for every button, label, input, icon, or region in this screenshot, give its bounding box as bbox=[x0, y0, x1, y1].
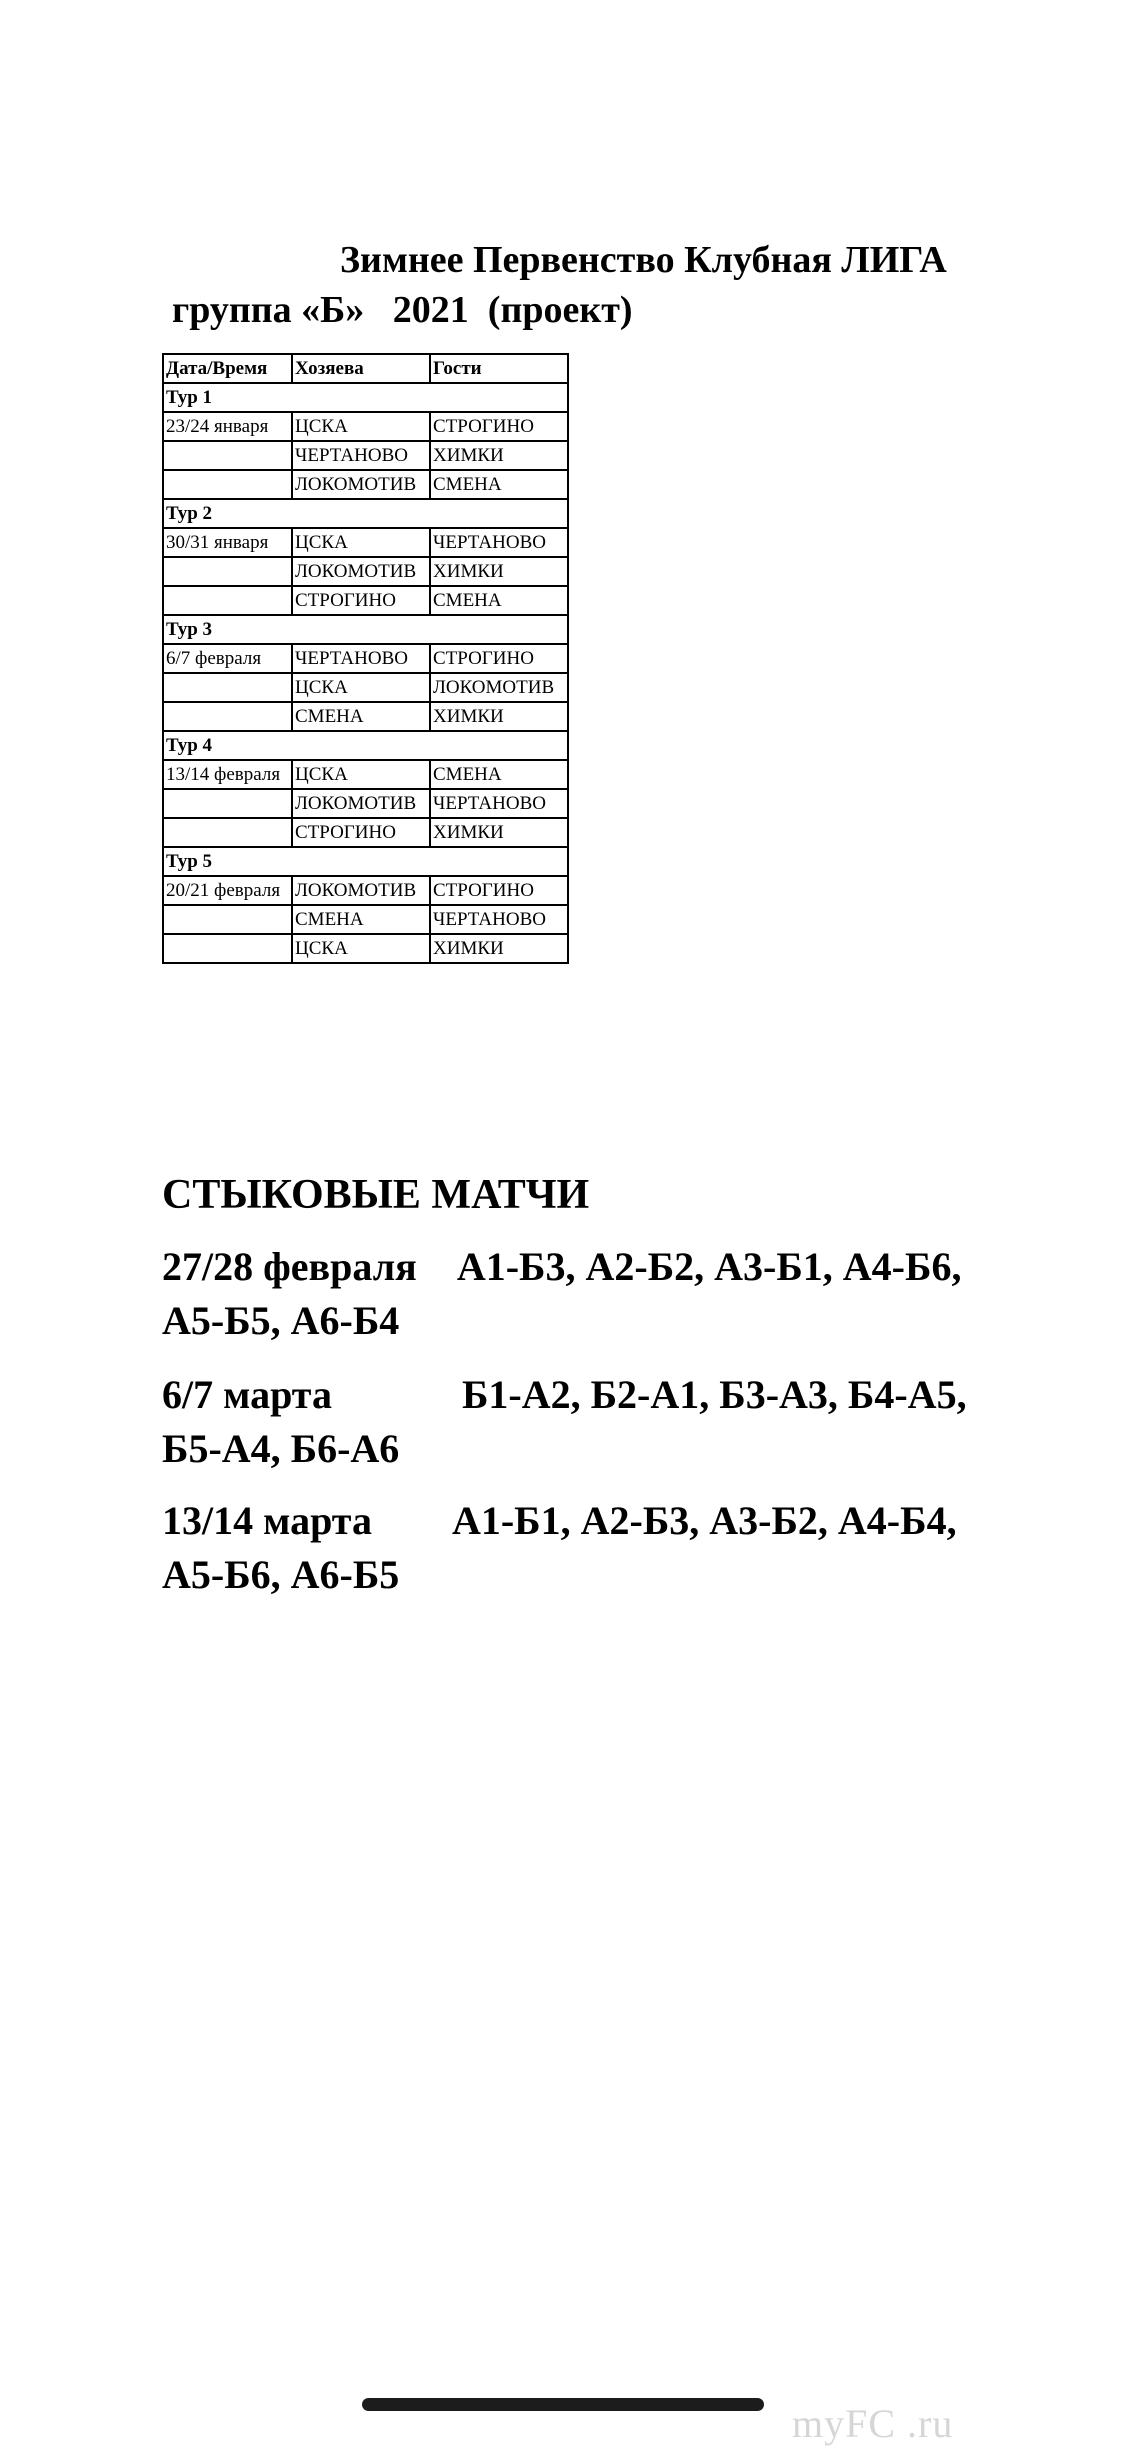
away-team: ЧЕРТАНОВО bbox=[430, 905, 568, 934]
away-team: СТРОГИНО bbox=[430, 644, 568, 673]
playoff-item bbox=[162, 1368, 1022, 1476]
away-team: ЧЕРТАНОВО bbox=[430, 528, 568, 557]
round-row bbox=[163, 499, 568, 528]
match-date: 13/14 февраля bbox=[163, 760, 292, 789]
away-team: ХИМКИ bbox=[430, 934, 568, 963]
match-date bbox=[163, 673, 292, 702]
home-team: ЛОКОМОТИВ bbox=[292, 470, 430, 499]
home-team: СТРОГИНО bbox=[292, 586, 430, 615]
home-team: ЛОКОМОТИВ bbox=[292, 557, 430, 586]
match-row bbox=[163, 760, 568, 789]
match-row bbox=[163, 702, 568, 731]
match-date bbox=[163, 470, 292, 499]
playoff-pairs: Б1-А2, Б2-А1, Б3-А3, Б4-А5, Б5-А4, Б6-А6 bbox=[162, 1372, 967, 1471]
home-team: СТРОГИНО bbox=[292, 818, 430, 847]
match-date: 6/7 февраля bbox=[163, 644, 292, 673]
playoff-pairs: А1-Б1, А2-Б3, А3-Б2, А4-Б4, А5-Б6, А6-Б5 bbox=[162, 1498, 957, 1597]
match-date bbox=[163, 789, 292, 818]
home-team: ЦСКА bbox=[292, 934, 430, 963]
schedule-table-body bbox=[163, 354, 568, 963]
away-team: СТРОГИНО bbox=[430, 876, 568, 905]
home-team: ЦСКА bbox=[292, 760, 430, 789]
match-date: 23/24 января bbox=[163, 412, 292, 441]
round-label: Тур 1 bbox=[163, 383, 568, 412]
home-team: ЦСКА bbox=[292, 673, 430, 702]
round-label: Тур 4 bbox=[163, 731, 568, 760]
match-date bbox=[163, 905, 292, 934]
away-team: СМЕНА bbox=[430, 760, 568, 789]
document-title-line-2: группа «Б» 2021 (проект) bbox=[172, 289, 633, 331]
column-header-home: Хозяева bbox=[292, 354, 430, 383]
home-indicator-bar[interactable] bbox=[362, 2398, 764, 2411]
match-date bbox=[163, 934, 292, 963]
home-team: СМЕНА bbox=[292, 702, 430, 731]
playoff-date: 6/7 марта bbox=[162, 1372, 462, 1417]
match-row bbox=[163, 876, 568, 905]
home-team: ЧЕРТАНОВО bbox=[292, 644, 430, 673]
match-date bbox=[163, 557, 292, 586]
round-label: Тур 2 bbox=[163, 499, 568, 528]
match-row bbox=[163, 644, 568, 673]
away-team: ХИМКИ bbox=[430, 441, 568, 470]
round-row bbox=[163, 383, 568, 412]
match-date: 30/31 января bbox=[163, 528, 292, 557]
match-date bbox=[163, 702, 292, 731]
table-header-row bbox=[163, 354, 568, 383]
round-label: Тур 3 bbox=[163, 615, 568, 644]
home-team: ЦСКА bbox=[292, 412, 430, 441]
away-team: ХИМКИ bbox=[430, 557, 568, 586]
home-team: СМЕНА bbox=[292, 905, 430, 934]
match-row bbox=[163, 470, 568, 499]
match-date bbox=[163, 586, 292, 615]
playoff-date: 27/28 февраля bbox=[162, 1244, 457, 1289]
playoff-date: 13/14 марта bbox=[162, 1498, 452, 1543]
away-team: СТРОГИНО bbox=[430, 412, 568, 441]
away-team: СМЕНА bbox=[430, 586, 568, 615]
home-team: ЛОКОМОТИВ bbox=[292, 876, 430, 905]
away-team: ЧЕРТАНОВО bbox=[430, 789, 568, 818]
match-row bbox=[163, 557, 568, 586]
match-row bbox=[163, 586, 568, 615]
round-label: Тур 5 bbox=[163, 847, 568, 876]
match-date: 20/21 февраля bbox=[163, 876, 292, 905]
playoff-item bbox=[162, 1240, 1022, 1348]
match-row bbox=[163, 789, 568, 818]
round-row bbox=[163, 615, 568, 644]
match-row bbox=[163, 818, 568, 847]
match-row bbox=[163, 441, 568, 470]
match-row bbox=[163, 528, 568, 557]
match-date bbox=[163, 818, 292, 847]
home-team: ЦСКА bbox=[292, 528, 430, 557]
schedule-table bbox=[162, 353, 569, 964]
playoff-matches-title: СТЫКОВЫЕ МАТЧИ bbox=[162, 1172, 590, 1218]
match-row bbox=[163, 934, 568, 963]
site-watermark: myFC .ru bbox=[792, 2401, 954, 2446]
match-row bbox=[163, 905, 568, 934]
away-team: ЛОКОМОТИВ bbox=[430, 673, 568, 702]
column-header-date: Дата/Время bbox=[163, 354, 292, 383]
playoff-pairs: А1-Б3, А2-Б2, А3-Б1, А4-Б6, А5-Б5, А6-Б4 bbox=[162, 1244, 962, 1343]
away-team: СМЕНА bbox=[430, 470, 568, 499]
playoff-item bbox=[162, 1494, 1022, 1602]
round-row bbox=[163, 731, 568, 760]
match-row bbox=[163, 412, 568, 441]
home-team: ЛОКОМОТИВ bbox=[292, 789, 430, 818]
away-team: ХИМКИ bbox=[430, 702, 568, 731]
round-row bbox=[163, 847, 568, 876]
home-team: ЧЕРТАНОВО bbox=[292, 441, 430, 470]
column-header-away: Гости bbox=[430, 354, 568, 383]
away-team: ХИМКИ bbox=[430, 818, 568, 847]
match-date bbox=[163, 441, 292, 470]
document-title-line-1: Зимнее Первенство Клубная ЛИГА bbox=[340, 239, 947, 281]
match-row bbox=[163, 673, 568, 702]
